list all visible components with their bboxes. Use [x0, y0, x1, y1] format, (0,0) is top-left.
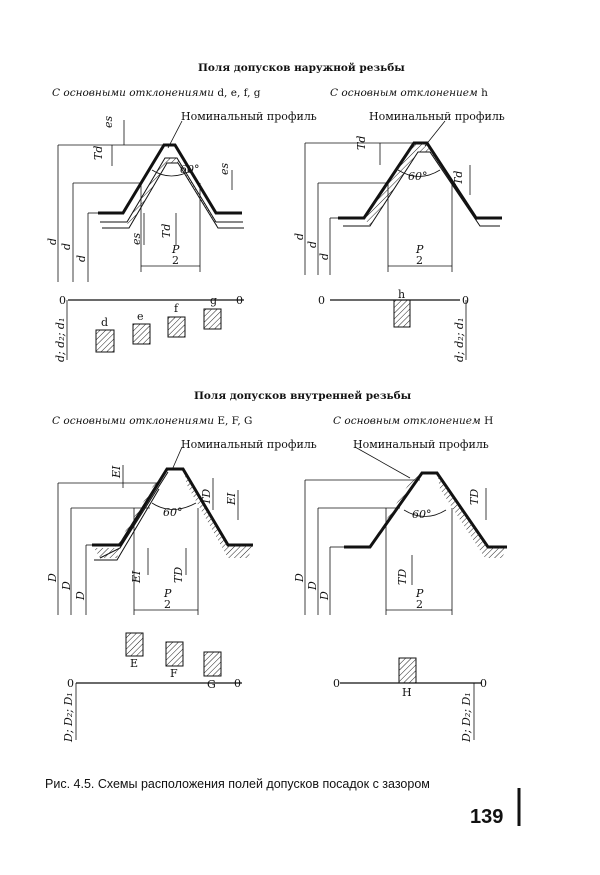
- external-field-diagram-left: [67, 300, 244, 360]
- int-right-zero-left: 0: [333, 677, 340, 690]
- internal-right-subtitle: [333, 415, 493, 427]
- external-right-subtitle-letter: h: [481, 87, 488, 99]
- int-right-angle: 60°: [412, 508, 432, 521]
- int-right-D-label: D: [293, 573, 306, 582]
- field-E: E: [130, 657, 139, 670]
- field-f: f: [174, 302, 179, 315]
- external-left-profile-label: Номинальный профиль: [181, 110, 317, 123]
- ext-p-label: P: [172, 243, 180, 256]
- external-right-subtitle-text: С основным отклонением: [330, 87, 478, 99]
- ext-right-d-label: d: [293, 232, 306, 240]
- field-F: F: [170, 667, 178, 680]
- internal-left-subtitle-text: С основными отклонениями: [52, 415, 214, 427]
- int-right-p-denom: 2: [416, 598, 423, 611]
- external-right-subtitle: [330, 87, 488, 99]
- ext-right-d1-label: d: [318, 252, 331, 260]
- int-right-td1-label: TD: [396, 568, 409, 585]
- int-zero-right: 0: [234, 677, 241, 690]
- int-left-angle: 60°: [163, 506, 183, 519]
- internal-left-subtitle: [52, 415, 252, 427]
- external-left-subtitle-letters: d, e, f, g: [217, 87, 261, 99]
- ext-right-zero-right: 0: [462, 294, 469, 307]
- int-p-denom: 2: [164, 598, 171, 611]
- ext-d1-label: d: [75, 254, 88, 262]
- int-td2-label: TD: [200, 488, 213, 505]
- internal-section-title: Поля допусков внутренней резьбы: [194, 390, 412, 402]
- ext-right-p-denom: 2: [416, 254, 423, 267]
- ext-right-zero-left: 0: [318, 294, 325, 307]
- ext-diam-axis-left: d; d₂; d₁: [54, 317, 67, 362]
- internal-field-diagram-left: [76, 633, 242, 740]
- ext-d2-label: d: [60, 242, 73, 250]
- int-ei-label: EI: [110, 465, 123, 478]
- int-ei-right-label: EI: [225, 492, 238, 505]
- external-right-profile: [305, 121, 502, 275]
- int-diam-axis-left: D; D₂; D₁: [62, 692, 75, 742]
- field-H: H: [402, 686, 412, 699]
- ext-es-label: es: [102, 115, 115, 128]
- ext-diam-axis-right: d; d₂; d₁: [453, 317, 466, 362]
- external-left-subtitle-text: С основными отклонениями: [52, 87, 214, 99]
- ext-es-right-label: es: [218, 162, 231, 175]
- int-D2-label: D: [60, 581, 73, 590]
- int-right-p-label: P: [416, 587, 424, 600]
- int-D1-label: D: [74, 591, 87, 600]
- internal-left-profile: [58, 447, 253, 615]
- internal-right-profile: [305, 447, 507, 615]
- int-ei-low-label: EI: [130, 570, 143, 583]
- ext-right-td2-label: Td: [452, 170, 465, 185]
- int-right-D2-label: D: [306, 581, 319, 590]
- internal-left-profile-label: Номинальный профиль: [181, 438, 317, 451]
- ext-right-td-label: Td: [355, 135, 368, 150]
- ext-zero-left: 0: [59, 294, 66, 307]
- int-right-D1-label: D: [318, 591, 331, 600]
- ext-es-low-label: es: [130, 232, 143, 245]
- external-right-profile-label: Номинальный профиль: [369, 110, 505, 123]
- int-zero-left: 0: [67, 677, 74, 690]
- external-field-diagram-right: [330, 300, 466, 360]
- int-p-label: P: [164, 587, 172, 600]
- field-h: h: [398, 288, 406, 301]
- internal-right-subtitle-letter: H: [484, 415, 494, 427]
- int-right-zero-right: 0: [480, 677, 487, 690]
- ext-right-p-label: P: [416, 243, 424, 256]
- field-e: e: [137, 310, 144, 323]
- ext-left-angle: 60°: [180, 163, 200, 176]
- int-D-label: D: [46, 573, 59, 582]
- ext-right-angle: 60°: [408, 170, 428, 183]
- field-d: d: [101, 316, 109, 329]
- ext-td-label: Td: [92, 145, 105, 160]
- internal-right-subtitle-text: С основным отклонением: [333, 415, 481, 427]
- page-number: 139: [470, 806, 504, 828]
- internal-left-subtitle-letters: E, F, G: [217, 415, 253, 427]
- field-g: g: [210, 294, 218, 307]
- figure-caption: Рис. 4.5. Схемы расположения полей допусков посадок с зазором: [45, 777, 430, 791]
- ext-td2-label: Td: [160, 223, 173, 238]
- external-left-subtitle: [52, 87, 261, 99]
- internal-right-profile-label: Номинальный профиль: [353, 438, 489, 451]
- field-G: G: [207, 678, 216, 691]
- int-right-td2-label: TD: [468, 488, 481, 505]
- int-td1-label: TD: [172, 566, 185, 583]
- ext-p-denom: 2: [172, 254, 179, 267]
- ext-zero-right: 0: [236, 294, 243, 307]
- ext-d-label: d: [46, 237, 59, 245]
- ext-right-d2-label: d: [306, 240, 319, 248]
- int-diam-axis-right: D; D₂; D₁: [460, 692, 473, 742]
- external-section-title: Поля допусков наружной резьбы: [198, 62, 405, 74]
